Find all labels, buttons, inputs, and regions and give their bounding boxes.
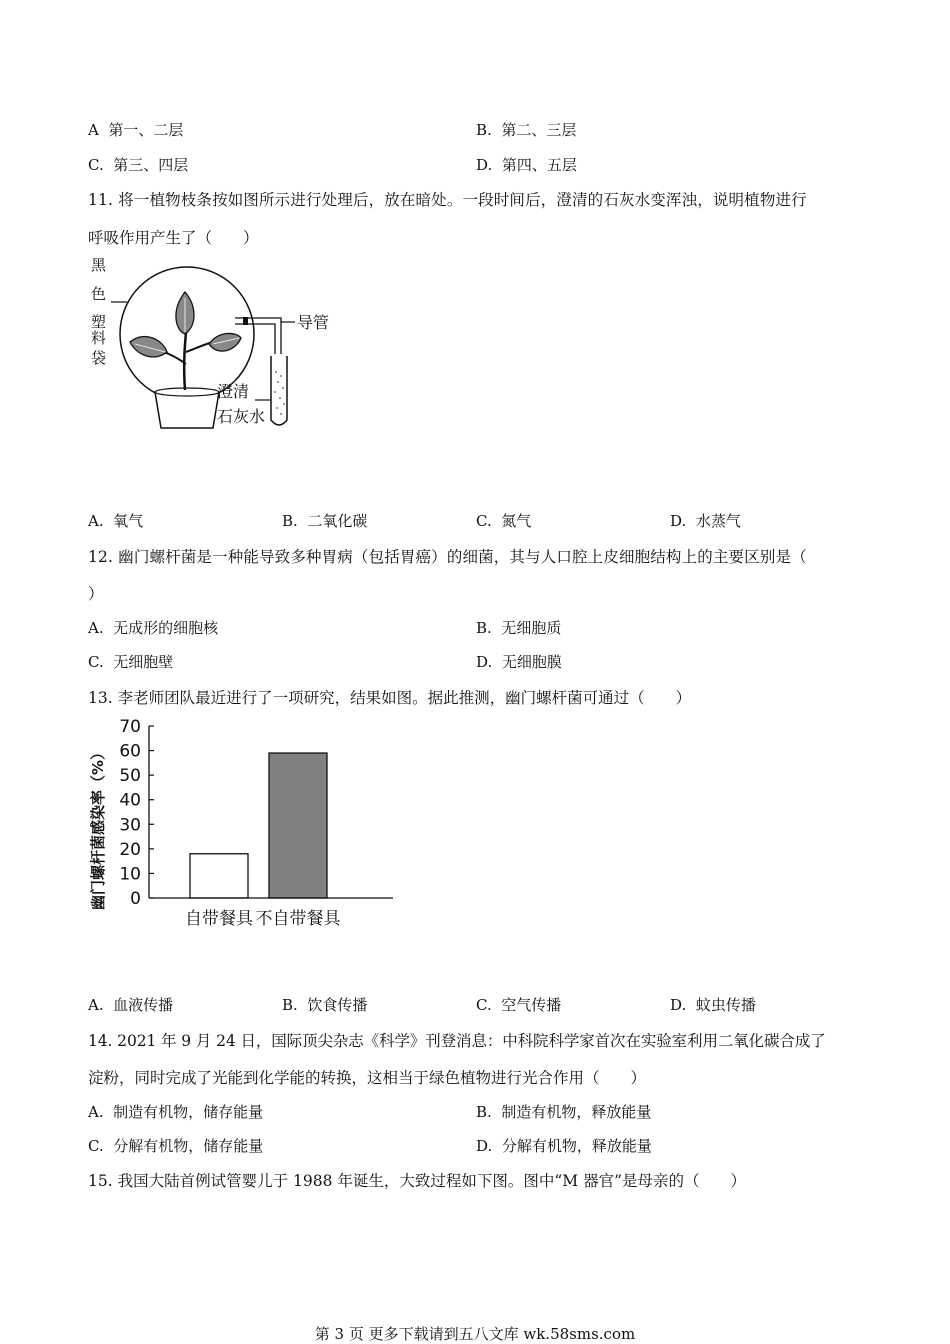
q13-option-a: A. 血液传播: [88, 996, 174, 1014]
bag-char-1: 黑: [91, 256, 107, 274]
y-tick-label: 30: [119, 815, 141, 836]
q13-option-b: B. 饮食传播: [282, 996, 368, 1014]
q14-option-c: C. 分解有机物，储存能量: [88, 1137, 264, 1155]
q11-plant-figure: [85, 252, 345, 432]
bag-char-4: 料: [91, 329, 107, 347]
y-tick-label: 20: [119, 839, 141, 860]
y-tick-label: 0: [130, 889, 141, 909]
x-tick-label: 不自带餐具: [255, 909, 341, 929]
bag-char-2: 色: [91, 285, 107, 303]
q14-option-b: B. 制造有机物，释放能量: [476, 1103, 652, 1121]
q11-stem-line2: 呼吸作用产生了（ ）: [88, 229, 259, 247]
q11-option-b: B. 二氧化碳: [282, 512, 368, 530]
q12-option-a: A. 无成形的细胞核: [88, 619, 219, 637]
q13-option-d: D. 蚊虫传播: [670, 996, 756, 1014]
q12-option-b: B. 无细胞质: [476, 619, 562, 637]
test-tube: [271, 356, 287, 425]
q10-option-d: D. 第四、五层: [476, 156, 577, 174]
bar-1: [190, 854, 248, 898]
q10-option-a: A 第一、二层: [88, 121, 184, 139]
q13-stem-line1: 13. 李老师团队最近进行了一项研究，结果如图。据此推测，幽门螺杆菌可通过（ ）: [88, 689, 692, 707]
q12-option-d: D. 无细胞膜: [476, 653, 562, 671]
q10-option-b: B. 第二、三层: [476, 121, 577, 139]
y-tick-label: 70: [119, 717, 141, 737]
flower-pot: [155, 392, 219, 428]
q14-option-d: D. 分解有机物，释放能量: [476, 1137, 652, 1155]
bar-2: [269, 753, 327, 898]
bag-char-3: 塑: [91, 313, 107, 331]
q12-option-c: C. 无细胞壁: [88, 653, 174, 671]
q13-option-c: C. 空气传播: [476, 996, 562, 1014]
q14-option-a: A. 制造有机物，储存能量: [88, 1103, 264, 1121]
q10-option-c: C. 第三、四层: [88, 156, 189, 174]
infection-rate-bar-chart: [85, 712, 405, 937]
y-tick-label: 50: [119, 766, 141, 787]
chart-ylabel: 幽门螺杆菌感染率（%）: [89, 744, 107, 910]
q11-stem-line1: 11. 将一植物枝条按如图所示进行处理后，放在暗处。一段时间后，澄清的石灰水变浑浊，说明植物进行: [88, 191, 807, 209]
q11-option-a: A. 氧气: [88, 512, 144, 530]
bag-char-5: 袋: [91, 349, 107, 367]
q14-stem-line1: 14. 2021 年 9 月 24 日，国际顶尖杂志《科学》刊登消息：中科院科学家首次在实验室利用二氧化碳合成了: [88, 1032, 826, 1050]
water-label-2: 石灰水: [217, 407, 266, 426]
water-label-1: 澄清: [217, 382, 250, 401]
q11-option-c: C. 氮气: [476, 512, 532, 530]
tube-label: 导管: [297, 313, 330, 332]
q12-stem-line2: ）: [88, 585, 104, 603]
q11-option-d: D. 水蒸气: [670, 512, 741, 530]
q14-stem-line2: 淀粉，同时完成了光能到化学能的转换，这相当于绿色植物进行光合作用（ ）: [88, 1069, 647, 1087]
y-tick-label: 40: [119, 790, 141, 811]
page-footer: 第 3 页 更多下载请到五八文库 wk.58sms.com: [314, 1325, 636, 1343]
q15-stem-line1: 15. 我国大陆首例试管婴儿于 1988 年诞生，大致过程如下图。图中“M 器官”是母亲的（ ）: [88, 1172, 747, 1190]
y-tick-label: 60: [119, 741, 141, 762]
q12-stem-line1: 12. 幽门螺杆菌是一种能导致多种胃病（包括胃癌）的细菌，其与人口腔上皮细胞结构上的主要区别是（: [88, 548, 807, 566]
x-tick-label: 自带餐具: [185, 909, 253, 929]
y-tick-label: 10: [119, 864, 141, 885]
